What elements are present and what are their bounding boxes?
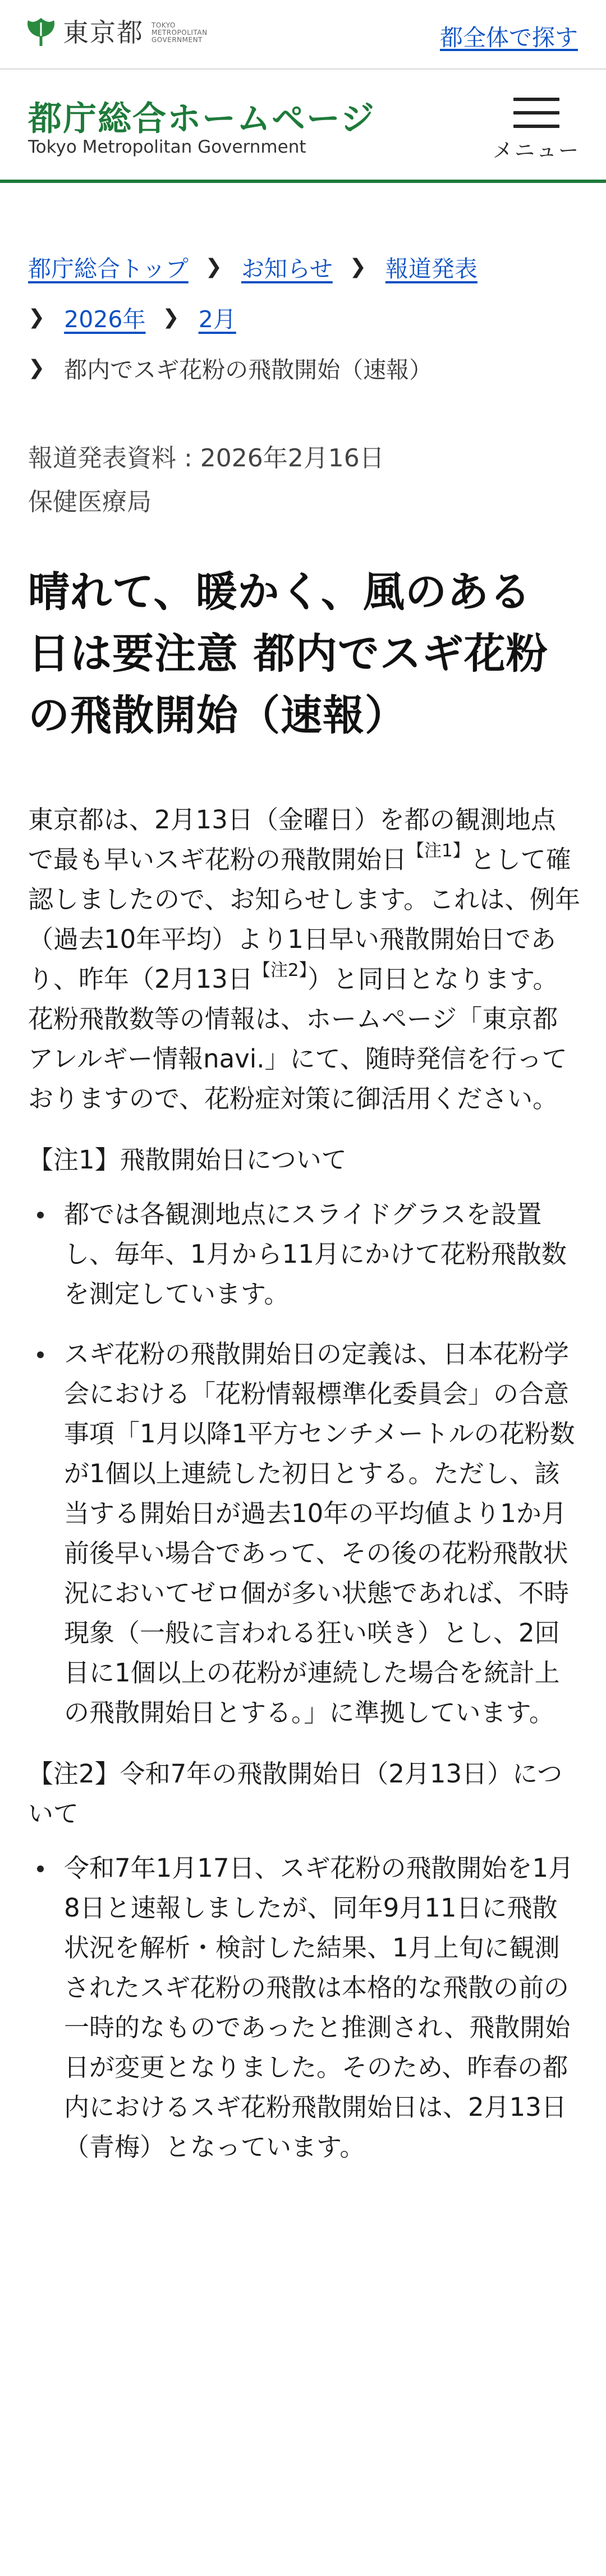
breadcrumb [28,241,584,393]
chevron-right-icon: ❯ [162,305,180,329]
list-item: 都では各観測地点にスライドグラスを設置し、毎年、1月から11月にかけて花粉飛散数を測定しています。 [28,1194,581,1314]
logo-subtext: TOKYO METROPOLITAN GOVERNMENT [152,21,208,44]
global-topbar [0,0,606,70]
chevron-right-icon: ❯ [28,356,45,379]
list-item: スギ花粉の飛散開始日の定義は、日本花粉学会における「花粉情報標準化委員会」の合意事項「1月以降1平方センチメートルの花粉数が1個以上連続した初日とする。ただし、該当する開始日が過去10年の平均値より1か月前後早い場合であって、その後の花粉飛散状況においてゼロ個が多い状態であれば、不時現象（一般に言われる狂い咲き）とし、2回目に1個以上の花粉が連続した場合を統計上の飛散開始日とする。」に準拠しています。 [28,1334,581,1732]
release-date: 報道発表資料 : 2026年2月16日 [28,444,384,473]
article-body [28,800,581,2187]
chevron-right-icon: ❯ [28,305,45,329]
note2-heading: 【注2】令和7年の飛散開始日（2月13日）について [28,1759,563,1828]
breadcrumb-year-link[interactable]: 2026年 [64,305,146,333]
note1-ref: 【注1】 [407,841,470,861]
note2-ref: 【注2】 [252,960,308,980]
bullet-dot-icon [37,1212,44,1218]
breadcrumb-notices-link[interactable]: お知らせ [241,255,333,282]
site-header [0,70,606,183]
menu-label: メニュー [492,139,580,162]
breadcrumb-press-link[interactable]: 報道発表 [385,255,478,282]
bureau-name: 保健医療局 [28,488,152,516]
info-paragraph: 花粉飛散数等の情報は、ホームページ「東京都アレルギー情報navi.」にて、随時発信を行っておりますので、花粉症対策に御活用ください。 [28,1004,567,1113]
search-whole-metro-link[interactable]: 都全体で探す [440,24,578,51]
chevron-right-icon: ❯ [205,255,222,278]
site-subtitle: Tokyo Metropolitan Government [28,137,306,157]
hamburger-menu-icon [513,98,559,128]
menu-button[interactable] [492,92,581,162]
note1-heading: 【注1】飛散開始日について [28,1145,347,1175]
list-item: 令和7年1月17日、スギ花粉の飛散開始を1月8日と速報しましたが、同年9月11日に飛散状況を解析・検討した結果、1月上旬に観測されたスギ花粉の飛散は本格的な飛散の前の一時的なものであったと推測され、飛散開始日が変更となりました。そのため、昨春の都内におけるスギ花粉飛散開始日は、2月13日（青梅）となっています。 [28,1848,581,2167]
bullet-dot-icon [37,1865,44,1872]
logo-text: 東京都 [63,17,144,48]
release-meta [28,437,384,524]
breadcrumb-current: 都内でスギ花粉の飛散開始（速報） [64,356,433,383]
intro-paragraph: 東京都は、2月13日（金曜日）を都の観測地点で最も早いスギ花粉の飛散開始日$^{【注1】}$として確認しましたので、お知らせします。これは、例年（過去10年平均）より1日早い飛散開始日であり、昨年（2月13日$^{【注2】}$）と同日となります。 [28,805,581,994]
breadcrumb-top-link[interactable]: 都庁総合トップ [28,255,189,282]
note1-list [28,1194,581,1732]
chevron-right-icon: ❯ [349,255,366,278]
tokyo-logo[interactable] [25,17,208,48]
bullet-dot-icon [37,1351,44,1358]
ginkgo-logo-icon [25,17,57,48]
site-title[interactable]: 都庁総合ホームページ [28,99,375,139]
note2-list [28,1848,581,2167]
page-title: 晴れて、暖かく、風のある日は要注意 都内でスギ花粉の飛散開始（速報） [28,568,548,740]
breadcrumb-month-link[interactable]: 2月 [198,305,236,333]
